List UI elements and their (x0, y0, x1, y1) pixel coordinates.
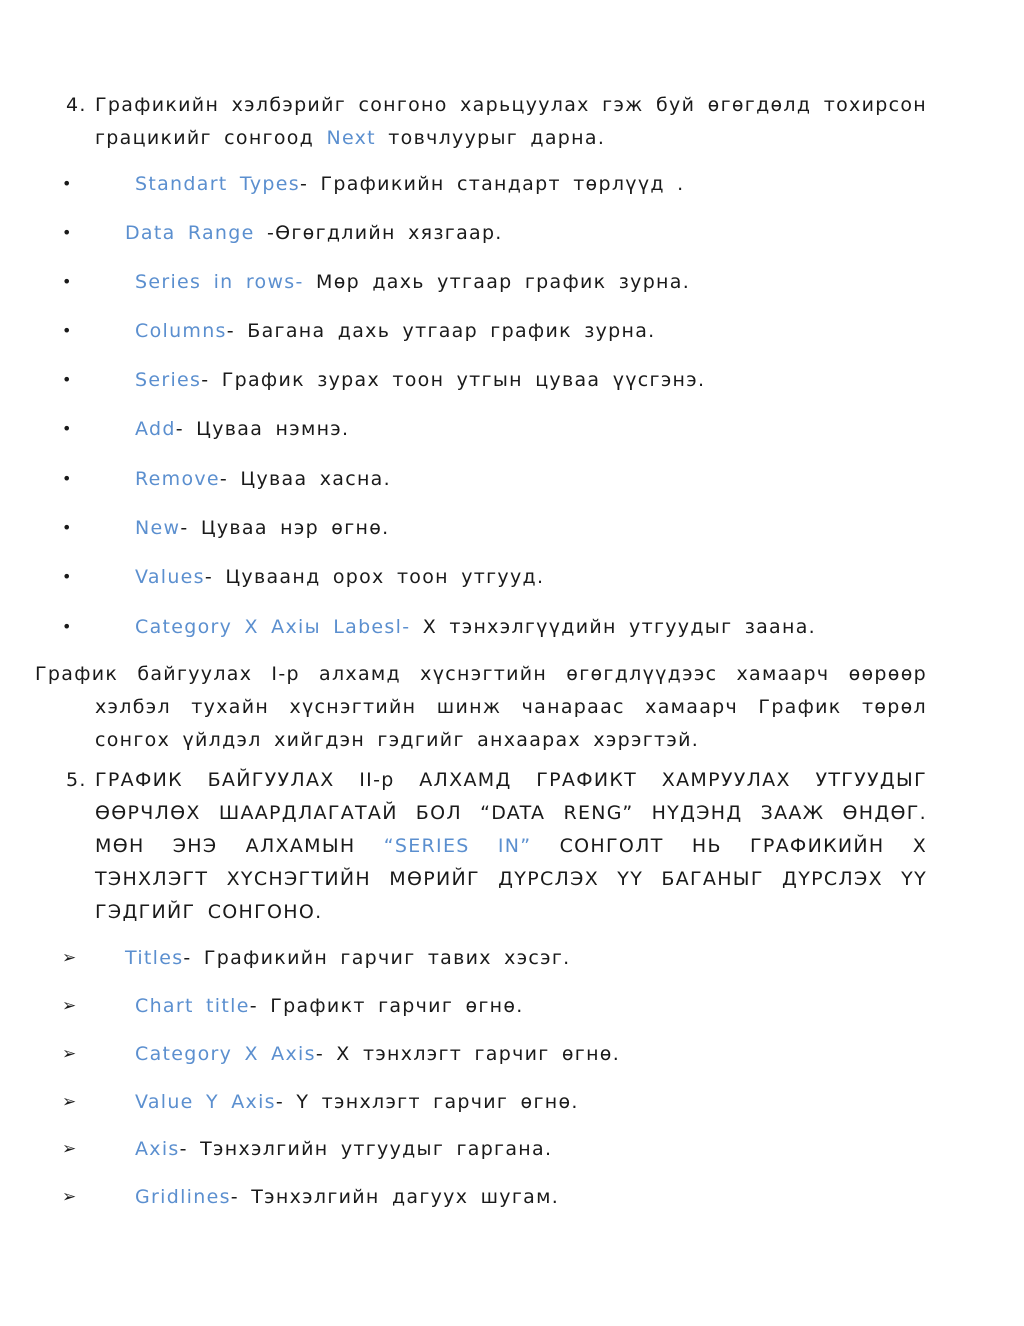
list-item-body (135, 1087, 579, 1117)
list-item-text: - Тэнхэлгийн утгуудыг гаргана. (179, 1138, 553, 1160)
list-item (0, 365, 1024, 395)
list-item-keyword: Standart Types (135, 173, 300, 195)
list-item-text: - Графикт гарчиг өгнө. (249, 995, 524, 1017)
list-item-body (135, 365, 705, 395)
list-item-body (135, 464, 391, 494)
step-5-line-3 (95, 830, 927, 863)
list-item (0, 169, 1024, 199)
list-item-body (135, 414, 349, 444)
list-item-text: - Графикийн гарчиг тавих хэсэг. (183, 947, 571, 969)
list-item (0, 267, 1024, 297)
step-5-line-3-before: МӨН ЭНЭ АЛХАМЫН (95, 835, 356, 857)
list-item-text: - Тэнхэлгийн дагуух шугам. (230, 1186, 560, 1208)
list-item-body (135, 1039, 620, 1069)
list-item-body (135, 991, 524, 1021)
arrow-bullet-icon: ➢ (62, 1044, 78, 1064)
arrow-bullet-icon: ➢ (62, 948, 78, 968)
list-item-body (135, 316, 656, 346)
list-item (0, 414, 1024, 444)
list-item-text: X тэнхэлгүүдийн утгуудыг заана. (410, 616, 816, 638)
list-item-text: - Цуваа нэмнэ. (175, 418, 350, 440)
list-item-text: - График зурах тоон утгын цуваа үүсгэнэ. (201, 369, 706, 391)
list-item-text: - Цуваа хасна. (219, 468, 391, 490)
list-item (0, 612, 1024, 642)
arrow-bullet-icon: ➢ (62, 1187, 78, 1207)
list-item (0, 1039, 1024, 1069)
list-item (0, 943, 1024, 973)
bullet-icon: • (62, 419, 73, 438)
list-item-body (135, 612, 816, 642)
list-item-body (135, 562, 544, 592)
list-item-body (135, 169, 685, 199)
list-item-keyword: Columns (135, 320, 227, 342)
step-5-line-4: ТЭНХЛЭГТ ХҮСНЭГТИЙН МӨРИЙГ ДҮРСЛЭХ ҮҮ БАГАНЫГ ДҮРСЛЭХ ҮҮ (95, 868, 927, 890)
step-5-line-5: ГЭДГИЙГ СОНГОНО. (95, 901, 323, 923)
list-item-body (135, 513, 390, 543)
arrow-bullet-icon: ➢ (62, 1092, 78, 1112)
step-4-line-2 (95, 122, 927, 155)
bullet-icon: • (62, 321, 73, 340)
note-line-2: хэлбэл тухайн хүснэгтийн шинж чанараас хамаарч График төрөл (95, 696, 927, 718)
list-item-keyword: Series in rows- (135, 271, 304, 293)
list-item-text: Мөр дахь утгаар график зурна. (303, 271, 691, 293)
list-item-text: - Графикийн стандарт төрлүүд . (299, 173, 685, 195)
bullet-icon: • (62, 469, 73, 488)
list-item-keyword: Category X Axiы Labesl- (135, 616, 411, 638)
list-item-body (125, 943, 571, 973)
list-item-keyword: Axis (135, 1138, 180, 1160)
list-item-keyword: Chart title (135, 995, 250, 1017)
list-item-keyword: Value Y Axis (135, 1091, 276, 1113)
next-keyword: Next (326, 127, 376, 149)
bullet-icon: • (62, 567, 73, 586)
note-paragraph (35, 658, 927, 757)
list-item-keyword: Remove (135, 468, 220, 490)
list-item-keyword: Series (135, 369, 202, 391)
list-item-text: - Цуваанд орох тоон утгууд. (204, 566, 545, 588)
arrow-bullet-icon: ➢ (62, 996, 78, 1016)
bullet-icon: • (62, 617, 73, 636)
step-5-number: 5. (66, 769, 87, 791)
list-item-body (135, 1134, 552, 1164)
list-item (0, 316, 1024, 346)
list-item-body (125, 218, 503, 248)
step-4-number: 4. (66, 94, 87, 116)
step-4-line-2-after: товчлуурыг дарна. (388, 127, 606, 149)
list-item-text: - X тэнхлэгт гарчиг өгнө. (315, 1043, 621, 1065)
list-item-keyword: Add (135, 418, 176, 440)
bullet-icon: • (62, 223, 73, 242)
list-item (0, 513, 1024, 543)
step-5-paragraph (66, 764, 928, 929)
bullet-icon: • (62, 370, 73, 389)
list-item-keyword: New (135, 517, 181, 539)
list-item (0, 1134, 1024, 1164)
step-5-line-2: ӨӨРЧЛӨХ ШААРДЛАГАТАЙ БОЛ “DATA RENG” НҮДЭНД ЗААЖ ӨНДӨГ. (95, 802, 927, 824)
note-line-1: График байгуулах I-р алхамд хүснэгтийн өгөгдлүүдээс хамаарч өөрөөр (35, 663, 927, 685)
bullet-icon: • (62, 174, 73, 193)
list-item (0, 1182, 1024, 1212)
list-item-keyword: Data Range (125, 222, 255, 244)
list-item-text: - Багана дахь утгаар график зурна. (226, 320, 656, 342)
list-item (0, 464, 1024, 494)
step-5-line-3-after: СОНГОЛТ НЬ ГРАФИКИЙН X (559, 835, 928, 857)
step-4-line-1: Графикийн хэлбэрийг сонгоно харьцуулах гэж буй өгөгдөлд тохирсон (95, 94, 927, 116)
list-item-body (135, 1182, 559, 1212)
bullet-icon: • (62, 272, 73, 291)
list-item-text: -Өгөгдлийн хязгаар. (254, 222, 503, 244)
list-item-keyword: Category X Axis (135, 1043, 316, 1065)
list-item-text: - Цуваа нэр өгнө. (180, 517, 390, 539)
note-line-3: сонгох үйлдэл хийгдэн гэдгийг анхаарах хэрэгтэй. (95, 729, 700, 751)
list-item (0, 218, 1024, 248)
series-in-keyword: “SERIES IN” (383, 835, 532, 857)
step-4-line-2-before: грацикийг сонгоод (95, 127, 315, 149)
list-item-keyword: Gridlines (135, 1186, 231, 1208)
list-item-keyword: Titles (125, 947, 184, 969)
list-item (0, 1087, 1024, 1117)
arrow-bullet-icon: ➢ (62, 1139, 78, 1159)
step-4-paragraph (66, 89, 927, 155)
list-item-text: - Y тэнхлэгт гарчиг өгнө. (275, 1091, 579, 1113)
list-item-keyword: Values (135, 566, 205, 588)
list-item (0, 991, 1024, 1021)
bullet-icon: • (62, 518, 73, 537)
step-5-line-1: ГРАФИК БАЙГУУЛАХ II-р АЛХАМД ГРАФИКТ ХАМРУУЛАХ УТГУУДЫГ (95, 769, 927, 791)
list-item (0, 562, 1024, 592)
list-item-body (135, 267, 690, 297)
